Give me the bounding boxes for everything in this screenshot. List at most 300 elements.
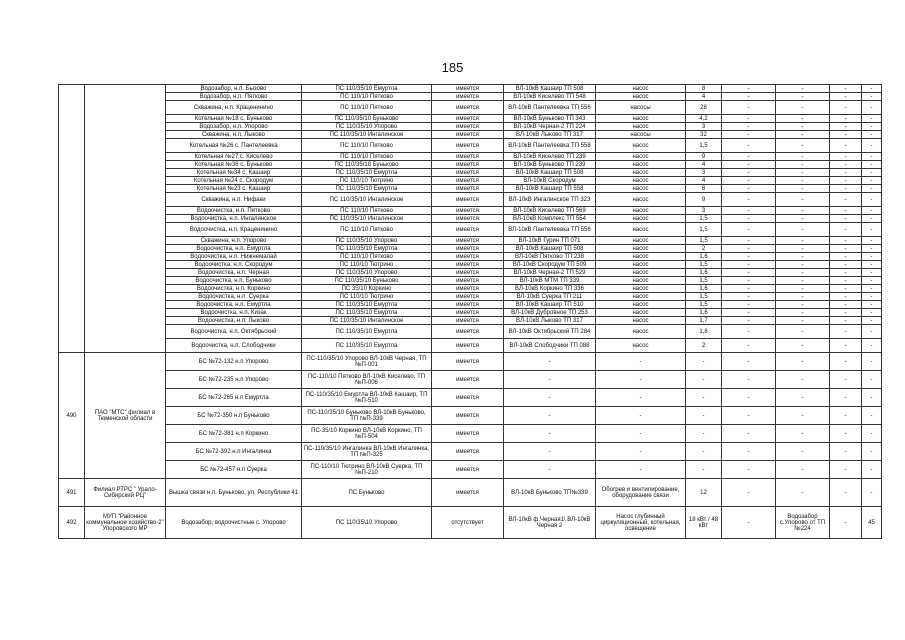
- power-center-cell: ПС-110/35/10 Упорово ВЛ-10кВ Черная, ТП №П-001: [302, 353, 432, 371]
- dash-cell: -: [722, 253, 776, 261]
- equipment-cell: насос: [596, 309, 686, 317]
- power-center-cell: ПС 110/35/10 Упорово: [302, 123, 432, 131]
- line-cell: ВЛ-10кВ Киселево ТП 239: [504, 153, 596, 161]
- object-cell: Скважина, н.п. Краценинино: [166, 101, 302, 115]
- dash-cell: -: [830, 207, 862, 215]
- note-cell: -: [776, 139, 830, 153]
- power-center-cell: ПС 110/35/10 Ингалинское: [302, 215, 432, 223]
- line-cell: ВЛ-10кВ Кашаир ТП 508: [504, 169, 596, 177]
- equipment-cell: Обогрев и вентилирование, оборудование связи: [596, 479, 686, 507]
- extra-cell: -: [862, 253, 882, 261]
- power-center-cell: ПС 110/35/10 Емуртла: [302, 185, 432, 193]
- power-center-cell: ПС 110/10 Пятково: [302, 139, 432, 153]
- table-row: [59, 443, 882, 461]
- status-cell: имеется: [432, 215, 504, 223]
- power-center-cell: ПС 110/35/10 Емуртла: [302, 169, 432, 177]
- note-cell: -: [776, 237, 830, 245]
- extra-cell: -: [862, 479, 882, 507]
- dash-cell: -: [722, 371, 776, 389]
- power-cell: 18 кВт / 48 кВт: [686, 507, 722, 539]
- object-cell: Водоочистка, н.п. Буньково: [166, 277, 302, 285]
- dash-cell: -: [830, 285, 862, 293]
- status-cell: имеется: [432, 237, 504, 245]
- dash-cell: -: [722, 309, 776, 317]
- dash-cell: -: [830, 277, 862, 285]
- dash-cell: -: [722, 407, 776, 425]
- power-cell: -: [686, 443, 722, 461]
- equipment-cell: -: [596, 407, 686, 425]
- status-cell: имеется: [432, 85, 504, 93]
- power-cell: 1,6: [686, 309, 722, 317]
- object-cell: Водоочистка, н.п. Пятково: [166, 207, 302, 215]
- table-row: [59, 93, 882, 101]
- dash-cell: -: [722, 223, 776, 237]
- note-cell: -: [776, 325, 830, 339]
- equipment-cell: насос: [596, 185, 686, 193]
- equipment-cell: насос: [596, 207, 686, 215]
- extra-cell: -: [862, 215, 882, 223]
- power-center-cell: ПС 110/35/10 Емуртла: [302, 339, 432, 353]
- power-cell: -: [686, 389, 722, 407]
- table-row: [59, 169, 882, 177]
- power-cell: 1,5: [686, 277, 722, 285]
- power-cell: 3: [686, 169, 722, 177]
- note-cell: -: [776, 215, 830, 223]
- power-cell: 32: [686, 131, 722, 139]
- power-cell: 12: [686, 479, 722, 507]
- dash-cell: -: [722, 161, 776, 169]
- extra-cell: -: [862, 309, 882, 317]
- dash-cell: -: [722, 177, 776, 185]
- note-cell: -: [776, 461, 830, 479]
- dash-cell: -: [830, 123, 862, 131]
- row-number: 491: [59, 479, 85, 507]
- dash-cell: -: [722, 293, 776, 301]
- table-row: [59, 261, 882, 269]
- status-cell: имеется: [432, 185, 504, 193]
- table-row: [59, 389, 882, 407]
- table-row: [59, 185, 882, 193]
- status-cell: отсутствует: [432, 507, 504, 539]
- power-center-cell: ПС 110/35/10 Ингалинское: [302, 317, 432, 325]
- line-cell: ВЛ-10кВ Дубровное ТП 253: [504, 309, 596, 317]
- equipment-cell: насос: [596, 93, 686, 101]
- equipment-cell: насос: [596, 317, 686, 325]
- table-body: [59, 85, 882, 539]
- power-center-cell: ПС-110/35/10 Ингалинка ВЛ-10кВ Ингалинка, ТП №П-325: [302, 443, 432, 461]
- equipment-cell: насос: [596, 169, 686, 177]
- extra-cell: -: [862, 139, 882, 153]
- dash-cell: -: [830, 131, 862, 139]
- dash-cell: -: [722, 461, 776, 479]
- object-cell: Скважина, н.п. Упорово: [166, 237, 302, 245]
- extra-cell: -: [862, 185, 882, 193]
- power-cell: 1,5: [686, 293, 722, 301]
- object-cell: Водоочистка, н.п. Суерка: [166, 293, 302, 301]
- extra-cell: -: [862, 223, 882, 237]
- dash-cell: -: [830, 301, 862, 309]
- table-row: [59, 407, 882, 425]
- dash-cell: -: [830, 309, 862, 317]
- equipment-cell: -: [596, 353, 686, 371]
- dash-cell: -: [722, 389, 776, 407]
- note-cell: -: [776, 301, 830, 309]
- dash-cell: -: [830, 161, 862, 169]
- dash-cell: -: [722, 507, 776, 539]
- note-cell: -: [776, 317, 830, 325]
- table-row: [59, 101, 882, 115]
- dash-cell: -: [722, 101, 776, 115]
- note-cell: -: [776, 293, 830, 301]
- power-cell: 1,5: [686, 139, 722, 153]
- extra-cell: -: [862, 269, 882, 277]
- status-cell: имеется: [432, 461, 504, 479]
- dash-cell: -: [830, 101, 862, 115]
- dash-cell: -: [830, 193, 862, 207]
- line-cell: ВЛ-10кВ Слободчики ТП 088: [504, 339, 596, 353]
- note-cell: -: [776, 161, 830, 169]
- line-cell: ВЛ-10кВ Скородум: [504, 177, 596, 185]
- dash-cell: -: [722, 301, 776, 309]
- object-cell: Водоочистка, н.п. Кизак: [166, 309, 302, 317]
- dash-cell: -: [722, 215, 776, 223]
- power-cell: 4: [686, 93, 722, 101]
- power-cell: 28: [686, 101, 722, 115]
- note-cell: -: [776, 153, 830, 161]
- dash-cell: -: [722, 139, 776, 153]
- equipment-cell: насос: [596, 161, 686, 169]
- power-center-cell: ПС-110/10 Тютрино ВЛ-10кВ Суерка, ТП №П-210: [302, 461, 432, 479]
- object-cell: БС №72-132 н.п Упорово: [166, 353, 302, 371]
- object-cell: Водоочистка, н.п. Лыково: [166, 317, 302, 325]
- dash-cell: -: [830, 317, 862, 325]
- dash-cell: -: [722, 261, 776, 269]
- equipment-cell: насос: [596, 325, 686, 339]
- power-cell: 9: [686, 193, 722, 207]
- status-cell: имеется: [432, 269, 504, 277]
- line-cell: ВЛ-10кВ Буньково ТП 343: [504, 115, 596, 123]
- extra-cell: -: [862, 123, 882, 131]
- extra-cell: -: [862, 301, 882, 309]
- dash-cell: -: [722, 317, 776, 325]
- equipment-cell: насос: [596, 339, 686, 353]
- status-cell: имеется: [432, 353, 504, 371]
- table-row: [59, 237, 882, 245]
- extra-cell: -: [862, 85, 882, 93]
- dash-cell: -: [830, 185, 862, 193]
- object-cell: Котельная №27 с. Киселево: [166, 153, 302, 161]
- dash-cell: -: [830, 215, 862, 223]
- note-cell: -: [776, 285, 830, 293]
- table-row: [59, 293, 882, 301]
- power-center-cell: ПС 110/10 Тютрино: [302, 177, 432, 185]
- object-cell: Скважина, н.п. Нифаки: [166, 193, 302, 207]
- extra-cell: -: [862, 245, 882, 253]
- power-center-cell: ПС-35/10 Коркино ВЛ-10кВ Коркино, ТП №П-504: [302, 425, 432, 443]
- extra-cell: -: [862, 371, 882, 389]
- status-cell: имеется: [432, 301, 504, 309]
- power-center-cell: ПС 110/10 Тютрино: [302, 293, 432, 301]
- object-cell: Водоочистка, н.п. Емуртла: [166, 245, 302, 253]
- note-cell: -: [776, 277, 830, 285]
- line-cell: ВЛ-10кВ Черная-2 ТП 529: [504, 269, 596, 277]
- status-cell: имеется: [432, 169, 504, 177]
- equipment-cell: насос: [596, 177, 686, 185]
- table-row: [59, 193, 882, 207]
- power-cell: 1,6: [686, 285, 722, 293]
- note-cell: -: [776, 353, 830, 371]
- power-center-cell: ПС 110/35/10 Емуртла: [302, 309, 432, 317]
- line-cell: -: [504, 389, 596, 407]
- equipment-cell: насос: [596, 285, 686, 293]
- table-row: [59, 85, 882, 93]
- line-cell: ВЛ-10кВ Пантелеевка ТП 556: [504, 101, 596, 115]
- line-cell: -: [504, 371, 596, 389]
- dash-cell: -: [722, 479, 776, 507]
- power-cell: 3: [686, 123, 722, 131]
- power-center-cell: ПС 35/10 Коркино: [302, 285, 432, 293]
- status-cell: имеется: [432, 161, 504, 169]
- dash-cell: -: [722, 425, 776, 443]
- power-cell: -: [686, 425, 722, 443]
- power-center-cell: ПС 110/10 Пятково: [302, 153, 432, 161]
- extra-cell: -: [862, 169, 882, 177]
- object-cell: Водоочистка, н.п. Коркино: [166, 285, 302, 293]
- power-cell: 1,5: [686, 237, 722, 245]
- power-cell: 1,5: [686, 301, 722, 309]
- power-center-cell: ПС 110/35/10 Буньково: [302, 161, 432, 169]
- extra-cell: -: [862, 389, 882, 407]
- table-row: [59, 507, 882, 539]
- power-cell: 1,8: [686, 325, 722, 339]
- status-cell: имеется: [432, 261, 504, 269]
- data-table: [58, 84, 882, 539]
- dash-cell: -: [830, 461, 862, 479]
- dash-cell: -: [722, 277, 776, 285]
- table-row: [59, 317, 882, 325]
- power-cell: 1,6: [686, 269, 722, 277]
- row-number: 490: [59, 353, 85, 479]
- object-cell: БС №72-350 н.п Буньково: [166, 407, 302, 425]
- extra-cell: -: [862, 153, 882, 161]
- line-cell: ВЛ-10кВ Буньково ТП№339: [504, 479, 596, 507]
- power-center-cell: ПС 110/10 Пятково: [302, 223, 432, 237]
- dash-cell: -: [830, 293, 862, 301]
- line-cell: ВЛ-10кВ Киселево ТП 569: [504, 207, 596, 215]
- dash-cell: -: [830, 269, 862, 277]
- power-center-cell: ПС 110/35/10 Ингалинское: [302, 193, 432, 207]
- dash-cell: -: [830, 407, 862, 425]
- object-cell: Котельная №24 с. Скородум: [166, 177, 302, 185]
- dash-cell: -: [722, 207, 776, 215]
- object-cell: Котельная №23 с. Кашаир: [166, 185, 302, 193]
- power-cell: -: [686, 353, 722, 371]
- table-row: [59, 177, 882, 185]
- equipment-cell: насос: [596, 269, 686, 277]
- dash-cell: -: [830, 153, 862, 161]
- power-cell: 2: [686, 245, 722, 253]
- line-cell: ВЛ-10кВ Октябрьский ТП 284: [504, 325, 596, 339]
- dash-cell: -: [722, 443, 776, 461]
- status-cell: имеется: [432, 193, 504, 207]
- table-row: [59, 131, 882, 139]
- object-cell: Водозабор, н.п. Пятково: [166, 93, 302, 101]
- table-row: [59, 153, 882, 161]
- power-cell: -: [686, 407, 722, 425]
- status-cell: имеется: [432, 207, 504, 215]
- dash-cell: -: [722, 245, 776, 253]
- extra-cell: -: [862, 353, 882, 371]
- extra-cell: -: [862, 93, 882, 101]
- line-cell: ВЛ-10кВ Гурин ТП 071: [504, 237, 596, 245]
- dash-cell: -: [830, 261, 862, 269]
- status-cell: имеется: [432, 139, 504, 153]
- status-cell: имеется: [432, 389, 504, 407]
- table-row: [59, 161, 882, 169]
- line-cell: ВЛ-10кВ Скородум ТП 509: [504, 261, 596, 269]
- extra-cell: -: [862, 461, 882, 479]
- object-cell: Водоочистка, н.п. Черная: [166, 269, 302, 277]
- note-cell: -: [776, 93, 830, 101]
- line-cell: ВЛ-10кВ ф.Черная1\ ВЛ-10кВ Черная 2: [504, 507, 596, 539]
- line-cell: ВЛ-10кВ Пантелеевка ТП 558: [504, 139, 596, 153]
- line-cell: ВЛ-10кВ Ингалинское ТП 323: [504, 193, 596, 207]
- power-center-cell: ПС 110/35/10 Упорово: [302, 269, 432, 277]
- extra-cell: -: [862, 277, 882, 285]
- dash-cell: -: [722, 325, 776, 339]
- line-cell: ВЛ-10кВ Кашаир ТП 508: [504, 245, 596, 253]
- dash-cell: -: [830, 93, 862, 101]
- status-cell: имеется: [432, 277, 504, 285]
- equipment-cell: -: [596, 389, 686, 407]
- power-center-cell: ПС 110/35/10 Емуртла: [302, 245, 432, 253]
- note-cell: -: [776, 185, 830, 193]
- equipment-cell: насос: [596, 253, 686, 261]
- extra-cell: -: [862, 407, 882, 425]
- status-cell: имеется: [432, 93, 504, 101]
- table-row: [59, 207, 882, 215]
- note-cell: -: [776, 123, 830, 131]
- dash-cell: -: [722, 193, 776, 207]
- object-cell: Водоочистка, н.п. Слободчики: [166, 339, 302, 353]
- table-row: [59, 425, 882, 443]
- dash-cell: -: [722, 131, 776, 139]
- note-cell: -: [776, 309, 830, 317]
- object-cell: Котельная №18 с. Буньково: [166, 115, 302, 123]
- table-row: [59, 223, 882, 237]
- status-cell: имеется: [432, 293, 504, 301]
- power-center-cell: ПС 110/35/10 Емуртла: [302, 85, 432, 93]
- line-cell: ВЛ-10кВ Черная-2 ТП 224: [504, 123, 596, 131]
- object-cell: Водоочистка, н.п. Краценинино: [166, 223, 302, 237]
- extra-cell: -: [862, 101, 882, 115]
- status-cell: имеется: [432, 115, 504, 123]
- equipment-cell: насосы: [596, 131, 686, 139]
- equipment-cell: насос: [596, 153, 686, 161]
- equipment-cell: -: [596, 425, 686, 443]
- equipment-cell: -: [596, 443, 686, 461]
- status-cell: имеется: [432, 425, 504, 443]
- table-row: [59, 371, 882, 389]
- equipment-cell: насос: [596, 277, 686, 285]
- table-row: [59, 245, 882, 253]
- line-cell: -: [504, 461, 596, 479]
- dash-cell: -: [722, 269, 776, 277]
- status-cell: имеется: [432, 153, 504, 161]
- extra-cell: 45: [862, 507, 882, 539]
- status-cell: имеется: [432, 443, 504, 461]
- power-center-cell: ПС 110\35\10 Упорово: [302, 507, 432, 539]
- status-cell: имеется: [432, 253, 504, 261]
- extra-cell: -: [862, 207, 882, 215]
- note-cell: -: [776, 85, 830, 93]
- object-cell: БС №72-235 н.п Упорово: [166, 371, 302, 389]
- extra-cell: -: [862, 285, 882, 293]
- equipment-cell: насос: [596, 261, 686, 269]
- extra-cell: -: [862, 443, 882, 461]
- status-cell: имеется: [432, 339, 504, 353]
- power-center-cell: ПС-110/35/10 Буньково ВЛ-10кВ Буньково, ТП №П-339: [302, 407, 432, 425]
- extra-cell: -: [862, 339, 882, 353]
- dash-cell: -: [722, 169, 776, 177]
- line-cell: ВЛ-10кВ Лыково ТП 317: [504, 317, 596, 325]
- dash-cell: -: [830, 245, 862, 253]
- note-cell: -: [776, 253, 830, 261]
- dash-cell: -: [830, 371, 862, 389]
- line-cell: ВЛ-10кВ Буньково ТП 239: [504, 161, 596, 169]
- dash-cell: -: [830, 223, 862, 237]
- line-cell: -: [504, 407, 596, 425]
- power-center-cell: ПС 110/10 Тютрино: [302, 261, 432, 269]
- equipment-cell: -: [596, 371, 686, 389]
- line-cell: ВЛ-10кВ Кашаир ТП 508: [504, 85, 596, 93]
- object-cell: Скважина, н.п. Лыково: [166, 131, 302, 139]
- equipment-cell: насос: [596, 123, 686, 131]
- status-cell: имеется: [432, 371, 504, 389]
- status-cell: имеется: [432, 123, 504, 131]
- note-cell: -: [776, 425, 830, 443]
- line-cell: ВЛ-10кВ Пантелеевка ТП 556: [504, 223, 596, 237]
- status-cell: имеется: [432, 479, 504, 507]
- power-center-cell: ПС 110/10 Пятково: [302, 253, 432, 261]
- power-cell: 1,5: [686, 261, 722, 269]
- extra-cell: -: [862, 161, 882, 169]
- status-cell: имеется: [432, 101, 504, 115]
- object-cell: Водоочистка, н.п. Скородум: [166, 261, 302, 269]
- line-cell: -: [504, 353, 596, 371]
- row-number: 492: [59, 507, 85, 539]
- dash-cell: -: [722, 115, 776, 123]
- equipment-cell: насос: [596, 85, 686, 93]
- dash-cell: -: [830, 325, 862, 339]
- line-cell: ВЛ-10кВ Киселево ТП 548: [504, 93, 596, 101]
- dash-cell: -: [830, 353, 862, 371]
- status-cell: имеется: [432, 317, 504, 325]
- equipment-cell: насос: [596, 215, 686, 223]
- equipment-cell: насос: [596, 115, 686, 123]
- power-cell: 4: [686, 161, 722, 169]
- table-row: [59, 115, 882, 123]
- power-center-cell: ПС 110/35/10 Ингалинское: [302, 131, 432, 139]
- equipment-cell: насос: [596, 223, 686, 237]
- extra-cell: -: [862, 425, 882, 443]
- status-cell: имеется: [432, 245, 504, 253]
- note-cell: -: [776, 169, 830, 177]
- equipment-cell: насос: [596, 139, 686, 153]
- equipment-cell: насос: [596, 293, 686, 301]
- note-cell: -: [776, 223, 830, 237]
- equipment-cell: Насос глубинный циркуляционный, котельная, освещение: [596, 507, 686, 539]
